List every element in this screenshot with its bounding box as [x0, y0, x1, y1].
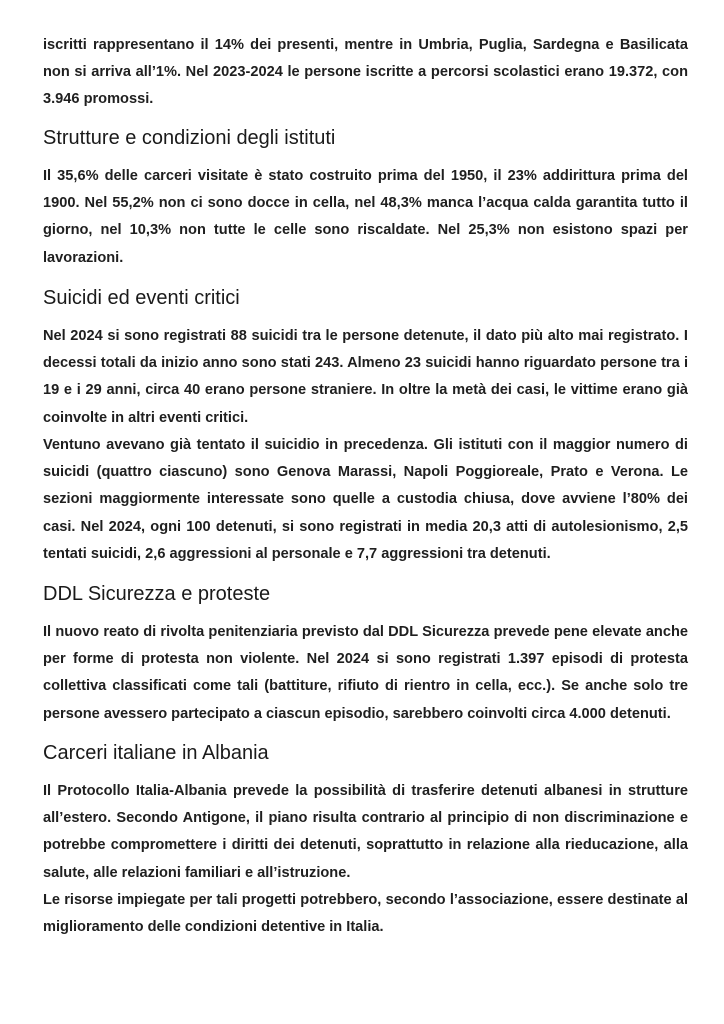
paragraph-suicidi-1: Nel 2024 si sono registrati 88 suicidi tra le persone detenute, il dato più alto mai registrato. I decessi totali da inizio anno sono stati 243. Almeno 23 suicidi hanno riguardato persone tra i 19 e i 29 anni, circa 40 erano persone straniere. In oltre la metà dei casi, le vittime erano già coinvolte in altri eventi critici. — [43, 328, 688, 426]
section-heading-strutture: Strutture e condizioni degli istituti — [43, 127, 336, 149]
paragraph-strutture: Il 35,6% delle carceri visitate è stato costruito prima del 1950, il 23% addirittura prima del 1900. Nel 55,2% non ci sono docce in cella, nel 48,3% manca l’acqua calda garantita tutto il giorno, nel 10,3% non tutte le celle sono riscaldate. Nel 25,3% non esistono spazi per lavorazioni. — [43, 168, 688, 266]
section-heading-ddl: DDL Sicurezza e proteste — [43, 583, 271, 605]
section-heading-suicidi: Suicidi ed eventi critici — [43, 287, 240, 309]
paragraph-albania-2: Le risorse impiegate per tali progetti potrebbero, secondo l’associazione, essere destinate al miglioramento delle condizioni detentive in Italia. — [43, 892, 688, 936]
paragraph-albania-1: Il Protocollo Italia-Albania prevede la possibilità di trasferire detenuti albanesi in strutture all’estero. Secondo Antigone, il piano risulta contrario al principio di non discriminazione e potrebbe compromettere i diritti dei detenuti, soprattutto in relazione alla rieducazione, alla salute, alle relazioni familiari e all’istruzione. — [43, 783, 688, 881]
intro-paragraph: iscritti rappresentano il 14% dei presenti, mentre in Umbria, Puglia, Sardegna e Basilicata non si arriva all’1%. Nel 2023-2024 le persone iscritte a percorsi scolastici erano 19.372, con 3.946 promossi. — [43, 37, 688, 108]
section-heading-albania: Carceri italiane in Albania — [43, 742, 269, 764]
paragraph-ddl: Il nuovo reato di rivolta penitenziaria previsto dal DDL Sicurezza prevede pene elevate anche per forme di protesta non violente. Nel 2024 si sono registrati 1.397 episodi di protesta collettiva classificati come tali (battiture, rifiuto di rientro in cella, ecc.). Se anche solo tre persone avessero partecipato a ciascun episodio, sarebbero coinvolti circa 4.000 detenuti. — [43, 624, 688, 722]
paragraph-suicidi-2: Ventuno avevano già tentato il suicidio in precedenza. Gli istituti con il maggior numero di suicidi (quattro ciascuno) sono Genova Marassi, Napoli Poggioreale, Prato e Verona. Le sezioni maggiormente interessate sono quelle a custodia chiusa, dove avviene l’80% dei casi. Nel 2024, ogni 100 detenuti, si sono registrati in media 20,3 atti di autolesionismo, 2,5 tentati suicidi, 2,6 aggressioni al personale e 7,7 aggressioni tra detenuti. — [43, 437, 688, 562]
